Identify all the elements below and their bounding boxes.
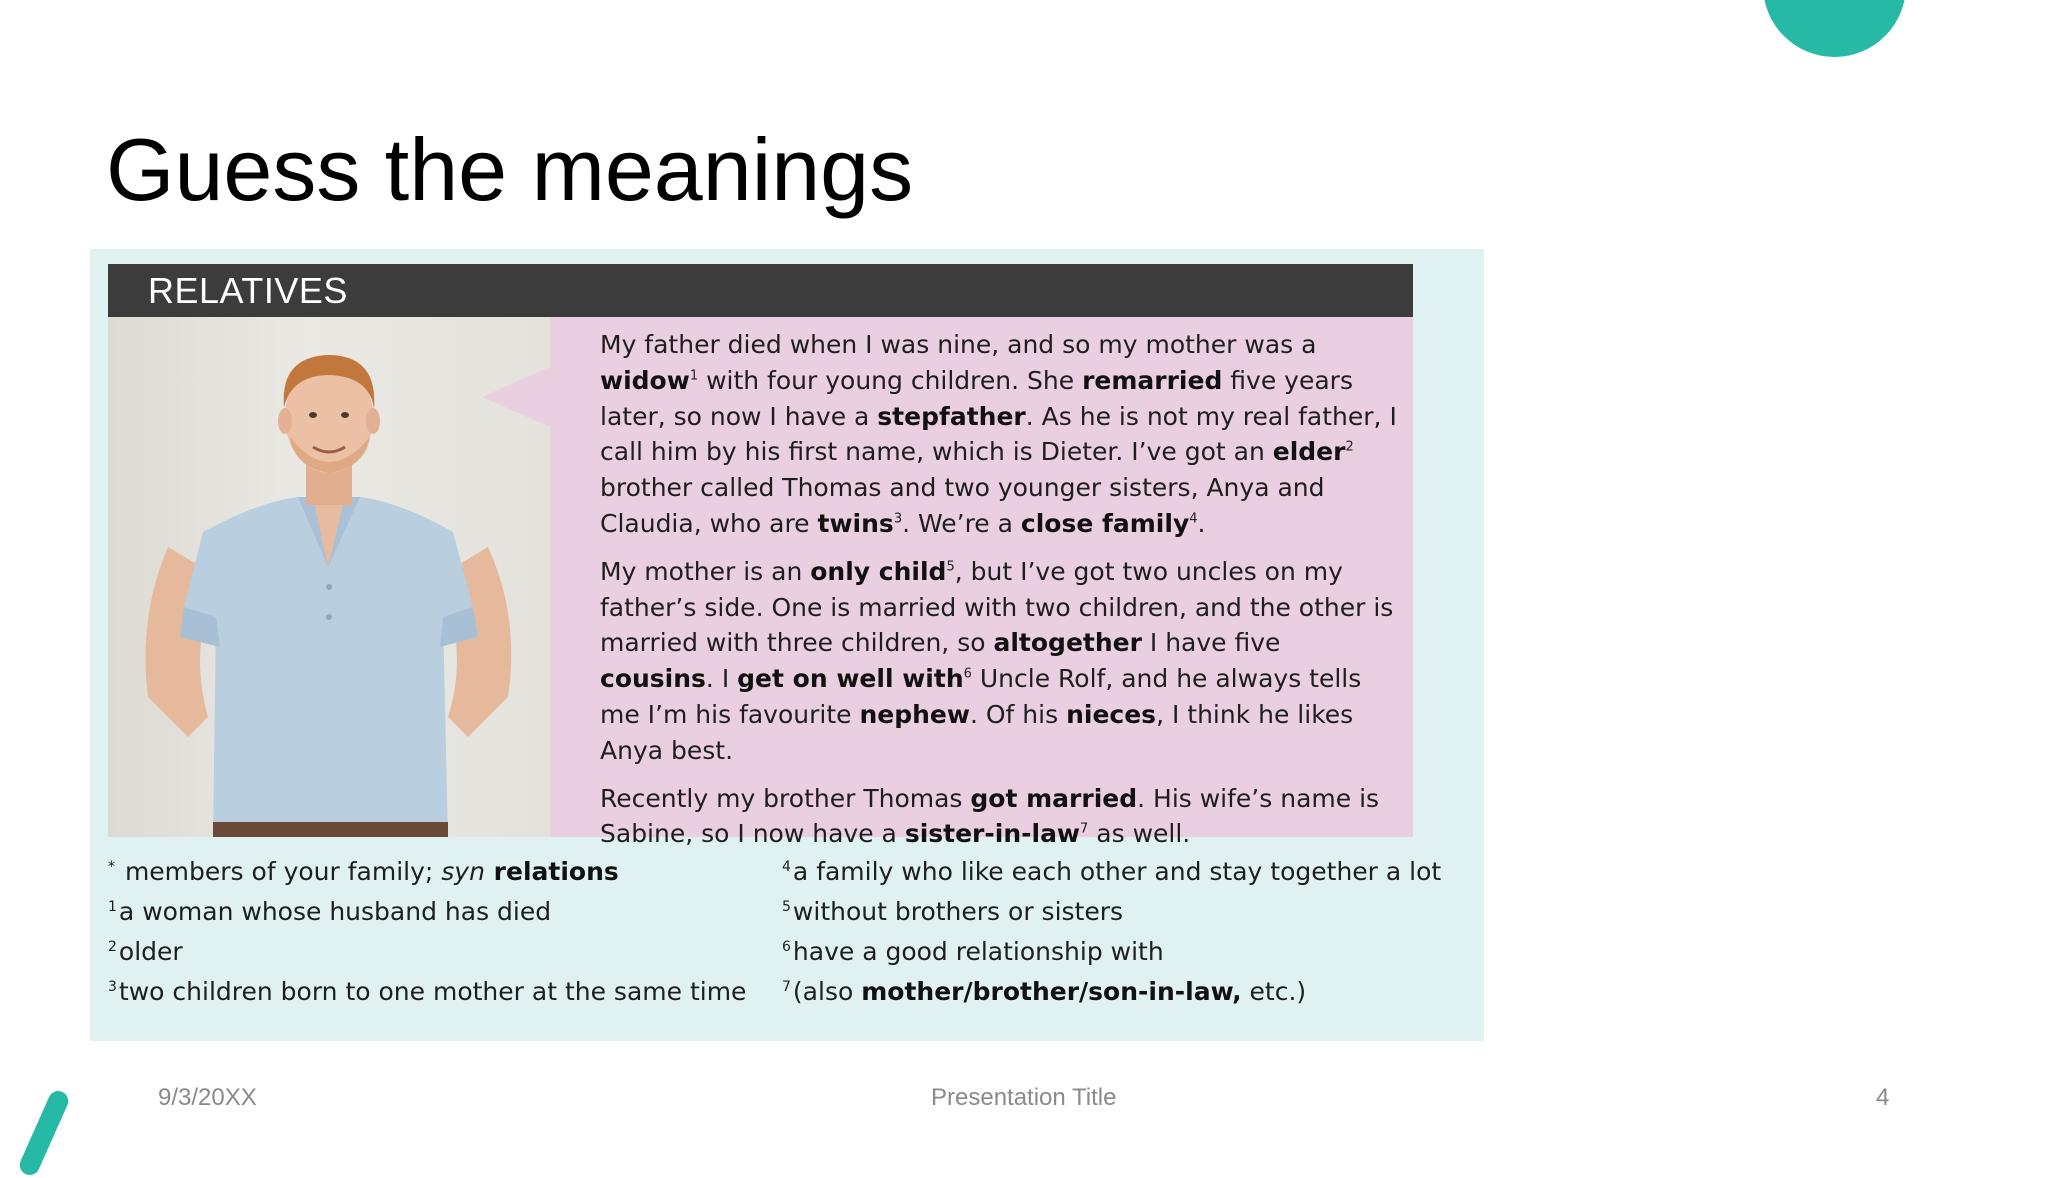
- glossary-item: $^4$a family who like each other and stay together a lot: [782, 857, 1442, 886]
- glossary-item: $^7$(also mother/brother/son-in-law, etc.): [782, 977, 1307, 1006]
- story-paragraph-1: My father died when I was nine, and so my mother was a widow$^1$ with four young children. She remarried five years later, so now I have a stepfather. As he is not my real father, I call him by his first name, which is Dieter. I’ve got an elder$^2$ brother called Thomas and two younger sisters, Anya and Claudia, who are twins$^3$. We’re a close family$^4$.: [600, 330, 1397, 538]
- speech-tail: [482, 367, 550, 427]
- decorative-circle: [1763, 0, 1906, 57]
- glossary-item: $^1$a woman whose husband has died: [108, 897, 552, 926]
- glossary-item: $^3$two children born to one mother at the same time: [108, 977, 747, 1006]
- section-header-bar: [108, 264, 1413, 317]
- glossary-item: $^6$have a good relationship with: [782, 937, 1164, 966]
- glossary-item: * members of your family; syn relations: [108, 857, 619, 886]
- glossary-right: [782, 852, 1441, 1012]
- relatives-panel: [90, 249, 1484, 1041]
- glossary-left: [108, 852, 746, 1012]
- decorative-slash: [17, 1088, 72, 1178]
- story-paragraph-3: Recently my brother Thomas got married. His wife’s name is Sabine, so I now have a sister-in-law$^7$ as well.: [600, 783, 1380, 849]
- footer-presentation-title: Presentation Title: [931, 1084, 1117, 1111]
- slide-title: Guess the meanings: [106, 120, 914, 219]
- section-header: RELATIVES: [148, 270, 348, 311]
- glossary-item: $^5$without brothers or sisters: [782, 897, 1124, 926]
- footer-page-number: 4: [1876, 1084, 1890, 1111]
- glossary-item: $^2$older: [108, 937, 183, 966]
- footer-date: 9/3/20XX: [158, 1084, 257, 1111]
- story-text: [600, 327, 1400, 864]
- story-paragraph-2: My mother is an only child$^5$, but I’ve got two uncles on my father’s side. One is married with two children, and the other is married with three children, so altogether I have five cousins. I get on well with$^6$ Uncle Rolf, and he always tells me I’m his favourite nephew. Of his nieces, I think he likes Anya best.: [600, 556, 1394, 765]
